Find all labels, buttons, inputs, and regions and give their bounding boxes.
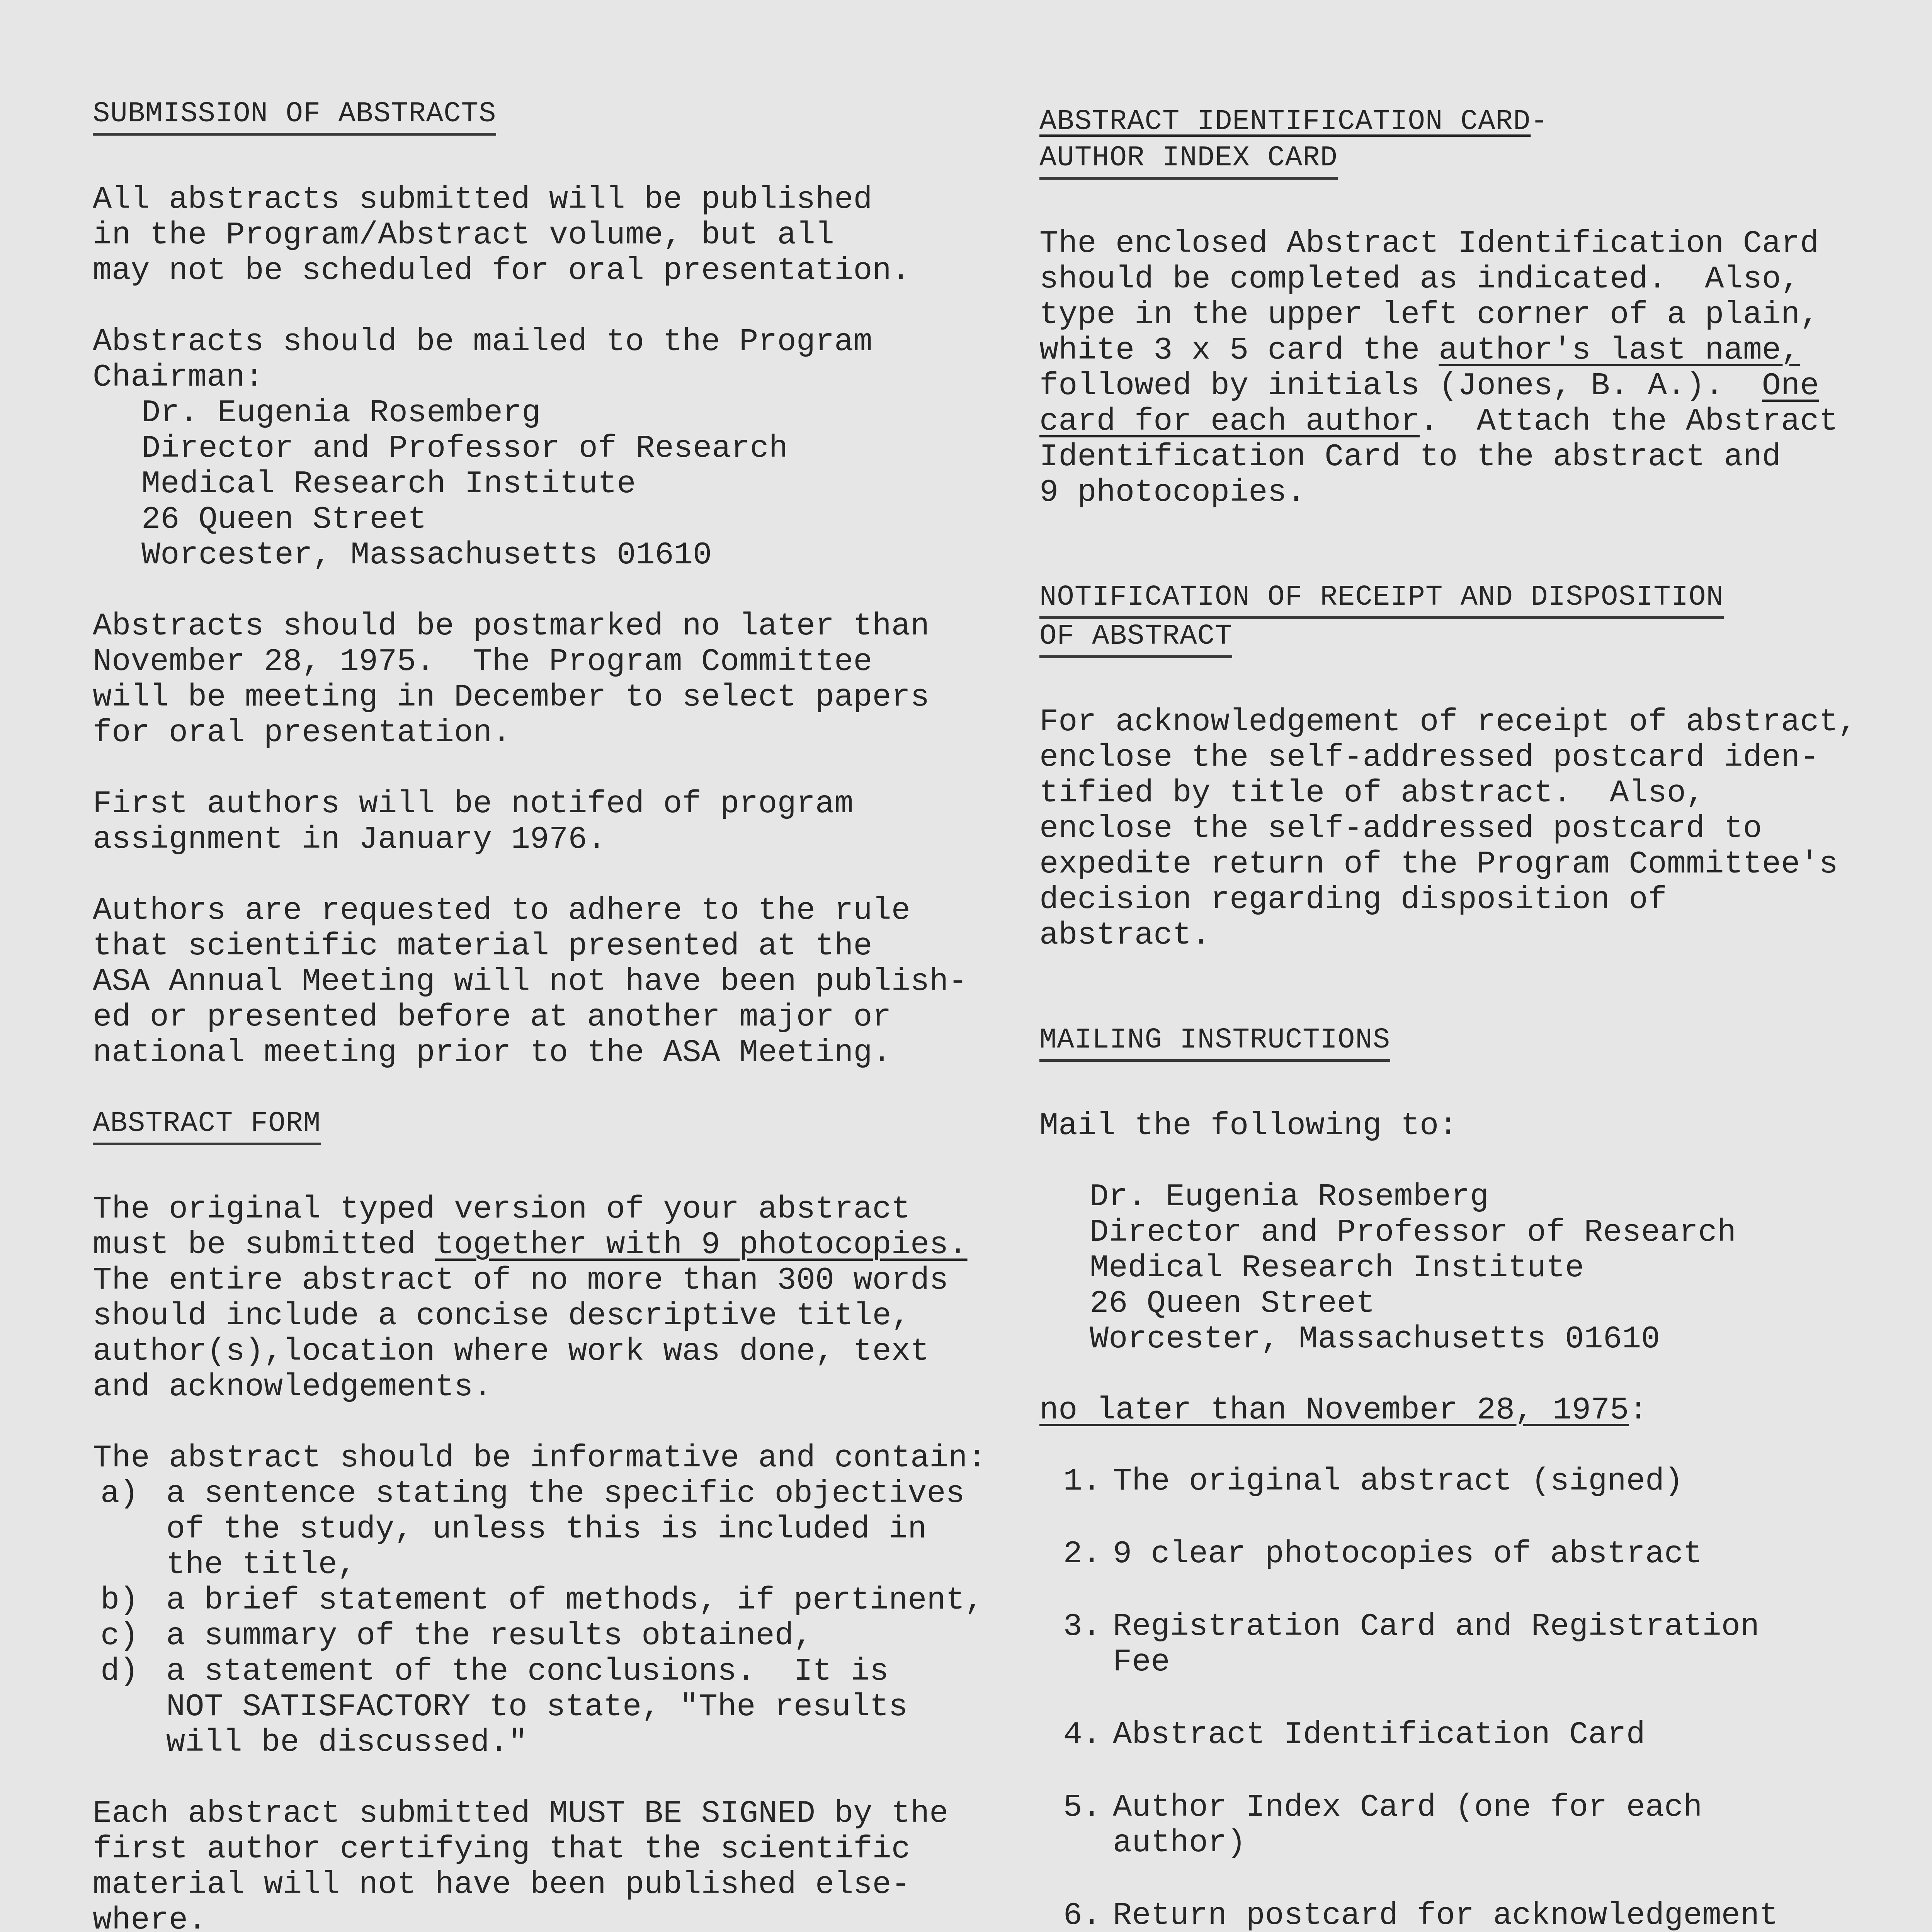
notification-line: enclose the self-addressed postcard to xyxy=(1039,811,1762,847)
deadline-underlined: no later than November 28, 1975 xyxy=(1039,1392,1629,1428)
notification-line: enclose the self-addressed postcard iden- xyxy=(1039,740,1819,776)
abstract-form-heading: ABSTRACT FORM xyxy=(93,1106,321,1145)
item-text: Abstract Identification Card xyxy=(1113,1717,1645,1753)
mailing-intro-line: Abstracts should be mailed to the Program xyxy=(93,324,872,360)
criteria-key: b) xyxy=(100,1582,139,1618)
form-line: author(s),location where work was done, text xyxy=(93,1333,930,1369)
criteria-text: a brief statement of methods, if pertinent, xyxy=(166,1582,984,1618)
form-line: The entire abstract of no more than 300 words xyxy=(93,1262,949,1298)
left-column xyxy=(93,97,1001,1932)
notification-line: For acknowledgement of receipt of abstract, xyxy=(1039,704,1857,740)
rule-line: ed or presented before at another major or xyxy=(93,999,891,1035)
rule-line: Authors are requested to adhere to the rule xyxy=(93,893,910,929)
deadline-line xyxy=(1039,1393,1889,1428)
form-line: should include a concise descriptive title, xyxy=(93,1298,910,1334)
mailing-item xyxy=(1039,1609,1889,1680)
signed-line: Each abstract submitted MUST BE SIGNED by the xyxy=(93,1796,949,1832)
card-heading-dash: - xyxy=(1531,105,1548,138)
signed-line: where. xyxy=(93,1902,207,1932)
notification-line: expedite return of the Program Committee's xyxy=(1039,846,1838,882)
notification-heading-1-row xyxy=(1039,580,1889,619)
signed-line: first author certifying that the scientific xyxy=(93,1831,910,1867)
item-text: Registration Card and Registration Fee xyxy=(1113,1609,1760,1680)
submission-p1-line: All abstracts submitted will be published xyxy=(93,182,872,218)
mailing-item xyxy=(1039,1464,1889,1499)
card-line: The enclosed Abstract Identification Card xyxy=(1039,226,1819,262)
mailing-intro-line: Chairman: xyxy=(93,359,264,395)
criteria-key: c) xyxy=(100,1618,139,1654)
notify-line: assignment in January 1976. xyxy=(93,821,606,857)
postmark-line: November 28, 1975. The Program Committee xyxy=(93,644,872,680)
photocopies-underlined: together with 9 photocopies. xyxy=(435,1227,968,1263)
form-line xyxy=(93,1227,1001,1263)
item-number: 2. xyxy=(1063,1536,1101,1572)
card-line-post: . Attach the Abstract xyxy=(1420,403,1838,439)
mailing-item xyxy=(1039,1790,1889,1861)
notify-line: First authors will be notifed of program xyxy=(93,786,854,822)
address-line: Worcester, Massachusetts 01610 xyxy=(141,537,712,573)
card-heading-1-text: ABSTRACT IDENTIFICATION CARD xyxy=(1039,105,1531,138)
form-line: The original typed version of your abstract xyxy=(93,1191,910,1227)
signed-line: material will not have been published else- xyxy=(93,1867,910,1903)
mailing-address-line: Dr. Eugenia Rosemberg xyxy=(1090,1179,1489,1215)
card-heading-2: AUTHOR INDEX CARD xyxy=(1039,141,1338,180)
postmark-line: for oral presentation. xyxy=(93,715,511,751)
criteria-key: d) xyxy=(100,1653,139,1689)
card-line: type in the upper left corner of a plain, xyxy=(1039,297,1819,333)
mailing-item xyxy=(1039,1898,1889,1932)
right-column xyxy=(1039,104,1889,1932)
item-number: 6. xyxy=(1063,1898,1101,1932)
mailing-address-line: Worcester, Massachusetts 01610 xyxy=(1090,1321,1660,1357)
address-line: 26 Queen Street xyxy=(141,502,427,537)
item-number: 4. xyxy=(1063,1717,1101,1753)
item-number: 1. xyxy=(1063,1463,1101,1499)
card-heading-row xyxy=(1039,104,1889,141)
mailing-address-line: Medical Research Institute xyxy=(1090,1250,1584,1286)
postmark-line: Abstracts should be postmarked no later than xyxy=(93,608,930,644)
card-line: should be completed as indicated. Also, xyxy=(1039,261,1800,297)
item-number: 3. xyxy=(1063,1609,1101,1645)
item-number: 5. xyxy=(1063,1789,1101,1825)
mailing-item xyxy=(1039,1717,1889,1753)
item-text: The original abstract (signed) xyxy=(1113,1463,1684,1499)
item-text: Return postcard for acknowledgement xyxy=(1113,1898,1779,1932)
criteria-text: a sentence stating the specific objectives of the study, unless this is included in the title, xyxy=(166,1476,965,1583)
notification-heading-2: OF ABSTRACT xyxy=(1039,619,1232,658)
mailing-intro: Mail the following to: xyxy=(1039,1108,1458,1144)
criteria-text: a statement of the conclusions. It is NOT SATISFACTORY to state, "The results will be discussed." xyxy=(166,1653,908,1760)
rule-line: national meeting prior to the ASA Meeting. xyxy=(93,1035,891,1071)
submission-heading: SUBMISSION OF ABSTRACTS xyxy=(93,97,496,136)
mailing-heading: MAILING INSTRUCTIONS xyxy=(1039,1023,1390,1062)
criteria-item xyxy=(93,1654,1001,1760)
notification-line: tified by title of abstract. Also, xyxy=(1039,775,1705,811)
notification-line: abstract. xyxy=(1039,917,1211,953)
deadline-colon: : xyxy=(1629,1392,1648,1428)
item-text: 9 clear photocopies of abstract xyxy=(1113,1536,1702,1572)
form-line: and acknowledgements. xyxy=(93,1369,492,1405)
card-line: Identification Card to the abstract and xyxy=(1039,439,1781,475)
postmark-line: will be meeting in December to select papers xyxy=(93,679,930,715)
each-author-underlined: card for each author xyxy=(1039,403,1420,439)
notification-line: decision regarding disposition of xyxy=(1039,882,1667,918)
card-line xyxy=(1039,368,1889,404)
criteria-text: a summary of the results obtained, xyxy=(166,1618,813,1654)
rule-line: that scientific material presented at the xyxy=(93,928,872,964)
card-line xyxy=(1039,404,1889,439)
mailing-item xyxy=(1039,1536,1889,1572)
mailing-address-line: 26 Queen Street xyxy=(1090,1286,1375,1321)
address-line: Medical Research Institute xyxy=(141,466,636,502)
form-line-pre: must be submitted xyxy=(93,1227,435,1263)
criteria-item xyxy=(93,1618,1001,1654)
criteria-item xyxy=(93,1583,1001,1618)
one-card-underlined: One xyxy=(1762,368,1819,404)
card-line: 9 photocopies. xyxy=(1039,474,1306,510)
criteria-intro: The abstract should be informative and contain: xyxy=(93,1440,986,1476)
card-line xyxy=(1039,333,1889,368)
submission-p1-line: in the Program/Abstract volume, but all xyxy=(93,217,835,253)
notification-heading-1: NOTIFICATION OF RECEIPT AND DISPOSITION xyxy=(1039,580,1724,619)
mailing-address-line: Director and Professor of Research xyxy=(1090,1214,1736,1250)
card-line-pre: white 3 x 5 card the xyxy=(1039,332,1439,368)
address-line: Director and Professor of Research xyxy=(141,430,788,466)
criteria-item xyxy=(93,1476,1001,1583)
item-text: Author Index Card (one for each author) xyxy=(1113,1789,1702,1861)
card-heading-1 xyxy=(1039,104,1531,141)
rule-line: ASA Annual Meeting will not have been publish- xyxy=(93,964,968,1000)
criteria-key: a) xyxy=(100,1476,139,1512)
last-name-underlined: author's last name, xyxy=(1439,332,1800,368)
submission-p1-line: may not be scheduled for oral presentation. xyxy=(93,253,910,289)
card-line-pre: followed by initials (Jones, B. A.). xyxy=(1039,368,1762,404)
address-line: Dr. Eugenia Rosemberg xyxy=(141,395,541,431)
